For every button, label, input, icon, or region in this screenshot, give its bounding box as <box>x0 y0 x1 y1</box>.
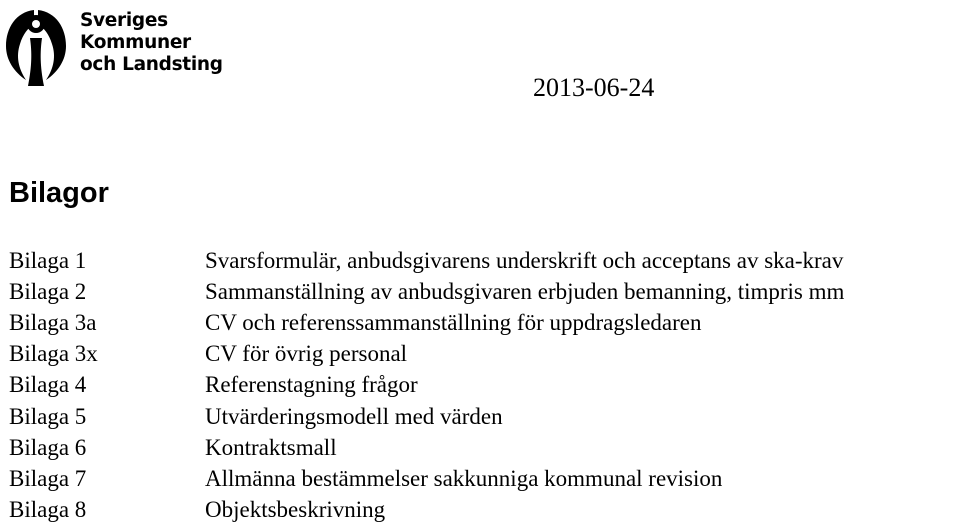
attachment-key: Bilaga 3x <box>9 341 98 367</box>
list-item <box>9 463 844 494</box>
list-item <box>9 370 844 401</box>
list-item <box>9 307 844 338</box>
logo-wordmark <box>80 10 223 76</box>
list-item <box>9 432 844 463</box>
attachment-key: Bilaga 8 <box>9 497 87 523</box>
list-item <box>9 276 844 307</box>
list-item <box>9 245 844 276</box>
attachment-key: Bilaga 1 <box>9 247 87 273</box>
attachment-key: Bilaga 3a <box>9 309 97 335</box>
attachment-title: Referenstagning frågor <box>205 372 418 398</box>
attachment-title: Objektsbeskrivning <box>205 497 386 523</box>
attachment-key: Bilaga 4 <box>9 372 87 398</box>
logo-line-3: och Landsting <box>80 54 223 75</box>
page-title: Bilagor <box>9 177 109 209</box>
document-date: 2013-06-24 <box>533 73 655 102</box>
attachment-title: CV för övrig personal <box>205 341 408 367</box>
list-item <box>9 495 844 526</box>
organization-logo <box>4 2 223 88</box>
attachment-title: Sammanställning av anbudsgivaren erbjuden bemanning, timpris mm <box>205 278 845 304</box>
list-item <box>9 401 844 432</box>
attachment-title: Svarsformulär, anbudsgivarens underskrift och acceptans av ska-krav <box>205 247 844 273</box>
attachment-list <box>9 245 844 526</box>
attachment-title: Allmänna bestämmelser sakkunniga kommunal revision <box>205 465 723 491</box>
attachment-title: Kontraktsmall <box>205 434 337 460</box>
attachment-title: CV och referenssammanställning för uppdragsledaren <box>205 309 702 335</box>
attachment-key: Bilaga 5 <box>9 403 87 429</box>
logo-line-1: Sveriges <box>80 10 168 31</box>
logo-line-2: Kommuner <box>80 32 191 53</box>
attachment-title: Utvärderingsmodell med värden <box>205 403 503 429</box>
list-item <box>9 339 844 370</box>
attachment-key: Bilaga 6 <box>9 434 87 460</box>
attachment-key: Bilaga 2 <box>9 278 87 304</box>
emblem-icon <box>4 2 68 88</box>
attachment-key: Bilaga 7 <box>9 465 87 491</box>
